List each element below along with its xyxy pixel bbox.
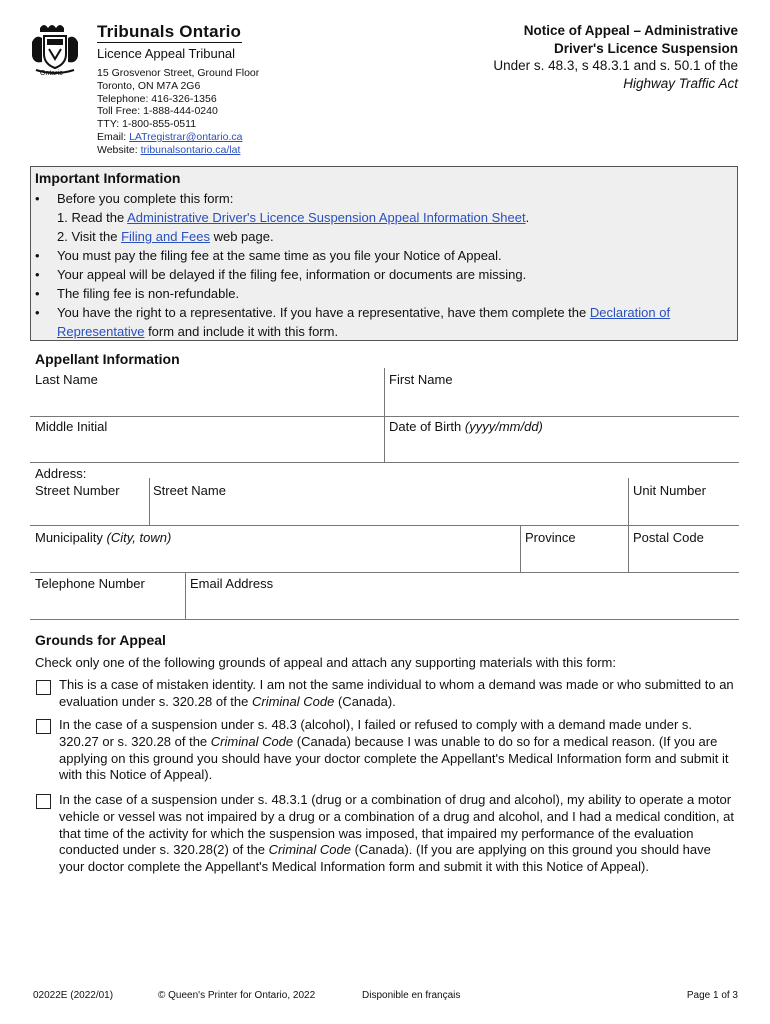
address-line2: Toronto, ON M7A 2G6 [97, 79, 201, 92]
province-label: Province [525, 530, 576, 545]
divider [628, 478, 629, 526]
divider [149, 478, 150, 526]
important-info-list [35, 189, 725, 341]
first-name-label: First Name [389, 372, 453, 387]
list-item: • Your appeal will be delayed if the filing fee, information or documents are missing. [35, 265, 725, 284]
divider [185, 572, 186, 620]
middle-initial-label: Middle Initial [35, 419, 108, 434]
ground-2-checkbox[interactable] [36, 719, 51, 734]
contact-block [97, 67, 259, 157]
list-item: • The filing fee is non-refundable. [35, 284, 725, 303]
grounds-instructions: Check only one of the following grounds of appeal and attach any supporting materials with this form: [35, 655, 617, 670]
list-item: • You have the right to a representative. If you have a representative, have them complete the Declaration of Representative form and include it with this form. [35, 303, 725, 341]
divider [628, 525, 629, 573]
divider [520, 525, 521, 573]
ground-2-text: In the case of a suspension under s. 48.3 (alcohol), I failed or refused to comply with a demand made under s. 320.27 or s. 320.28 of the Criminal Code (Canada) because I was unable to do so for a medical reason. (If you are applying on this ground you should have your doctor complete the Appellant's Medical Information form and submit it with this Notice of Appeal). [59, 717, 729, 783]
info-sheet-link[interactable]: Administrative Driver's Licence Suspension Appeal Information Sheet [127, 210, 526, 225]
form-number: 02022E (2022/01) [33, 990, 114, 1001]
website-line: Website: tribunalsontario.ca/lat [97, 143, 241, 156]
org-name: Tribunals Ontario [97, 22, 242, 41]
divider [30, 572, 739, 573]
tribunal-name: Licence Appeal Tribunal [97, 46, 236, 61]
french-availability: Disponible en français [362, 990, 461, 1001]
page-number: Page 1 of 3 [686, 990, 738, 1001]
divider [30, 462, 739, 463]
telephone: Telephone: 416-326-1356 [97, 92, 217, 105]
address-line1: 15 Grosvenor Street, Ground Floor [97, 67, 260, 79]
declaration-link[interactable]: Declaration of Representative [57, 305, 671, 339]
email-address-label: Email Address [190, 576, 274, 591]
list-item: • You must pay the filing fee at the same time as you file your Notice of Appeal. [35, 246, 725, 265]
form-title-line1: Notice of Appeal – Administrative [523, 23, 738, 38]
email-line: Email: LATregistrar@ontario.ca [97, 130, 243, 143]
list-item: 1. Read the Administrative Driver's Licence Suspension Appeal Information Sheet. [57, 210, 530, 225]
copyright: © Queen's Printer for Ontario, 2022 [158, 990, 316, 1001]
last-name-label: Last Name [35, 372, 98, 387]
grounds-section-title: Grounds for Appeal [35, 632, 166, 648]
ground-1-text: This is a case of mistaken identity. I am not the same individual to whom a demand was made or who submitted to an evaluation under s. 320.28 of the Criminal Code (Canada). [59, 677, 734, 709]
divider [384, 416, 385, 463]
email-link[interactable]: LATregistrar@ontario.ca [129, 130, 243, 143]
important-info-title: Important Information [35, 170, 181, 186]
address-label: Address: [35, 466, 87, 481]
ground-3-checkbox[interactable] [36, 794, 51, 809]
org-divider [97, 42, 242, 43]
form-title-block [493, 22, 738, 92]
form-title-line2: Driver's Licence Suspension [553, 40, 738, 56]
website-link[interactable]: tribunalsontario.ca/lat [140, 143, 241, 156]
toll-free: Toll Free: 1-888-444-0240 [97, 105, 218, 118]
act-name: Highway Traffic Act [623, 75, 738, 91]
municipality-label: Municipality (City, town) [35, 530, 172, 545]
dob-label: Date of Birth (yyyy/mm/dd) [389, 419, 543, 434]
street-name-label: Street Name [153, 483, 226, 498]
divider [30, 525, 739, 526]
tty: TTY: 1-800-855-0511 [97, 118, 197, 131]
list-item: 2. Visit the Filing and Fees web page. [57, 229, 274, 244]
list-item: • Before you complete this form: [35, 189, 725, 208]
telephone-label: Telephone Number [35, 576, 145, 591]
divider [30, 619, 739, 620]
unit-number-label: Unit Number [633, 483, 706, 498]
postal-code-label: Postal Code [633, 530, 704, 545]
ground-1-checkbox[interactable] [36, 680, 51, 695]
logo-caption: Ontario [40, 70, 63, 77]
ground-3-text: In the case of a suspension under s. 48.3.1 (drug or a combination of drug and alcohol), my ability to operate a motor vehicle or vessel was not impaired by a drug or a combination of a drug and alcohol, and I had a medical condition, at that time of the activity for which the suspension was imposed, that impaired my performance of the evaluation conducted under s. 320.28(2) of the Criminal Code (Canada). (If you are applying on this ground you should have your doctor complete the Appellant's Medical Information form and submit it with this Notice of Appeal). [59, 792, 734, 875]
filing-fees-link[interactable]: Filing and Fees [121, 229, 210, 244]
street-number-label: Street Number [35, 483, 120, 498]
divider [384, 368, 385, 417]
appellant-section-title: Appellant Information [35, 351, 180, 367]
form-subtitle: Under s. 48.3, s 48.3.1 and s. 50.1 of the [493, 58, 738, 73]
